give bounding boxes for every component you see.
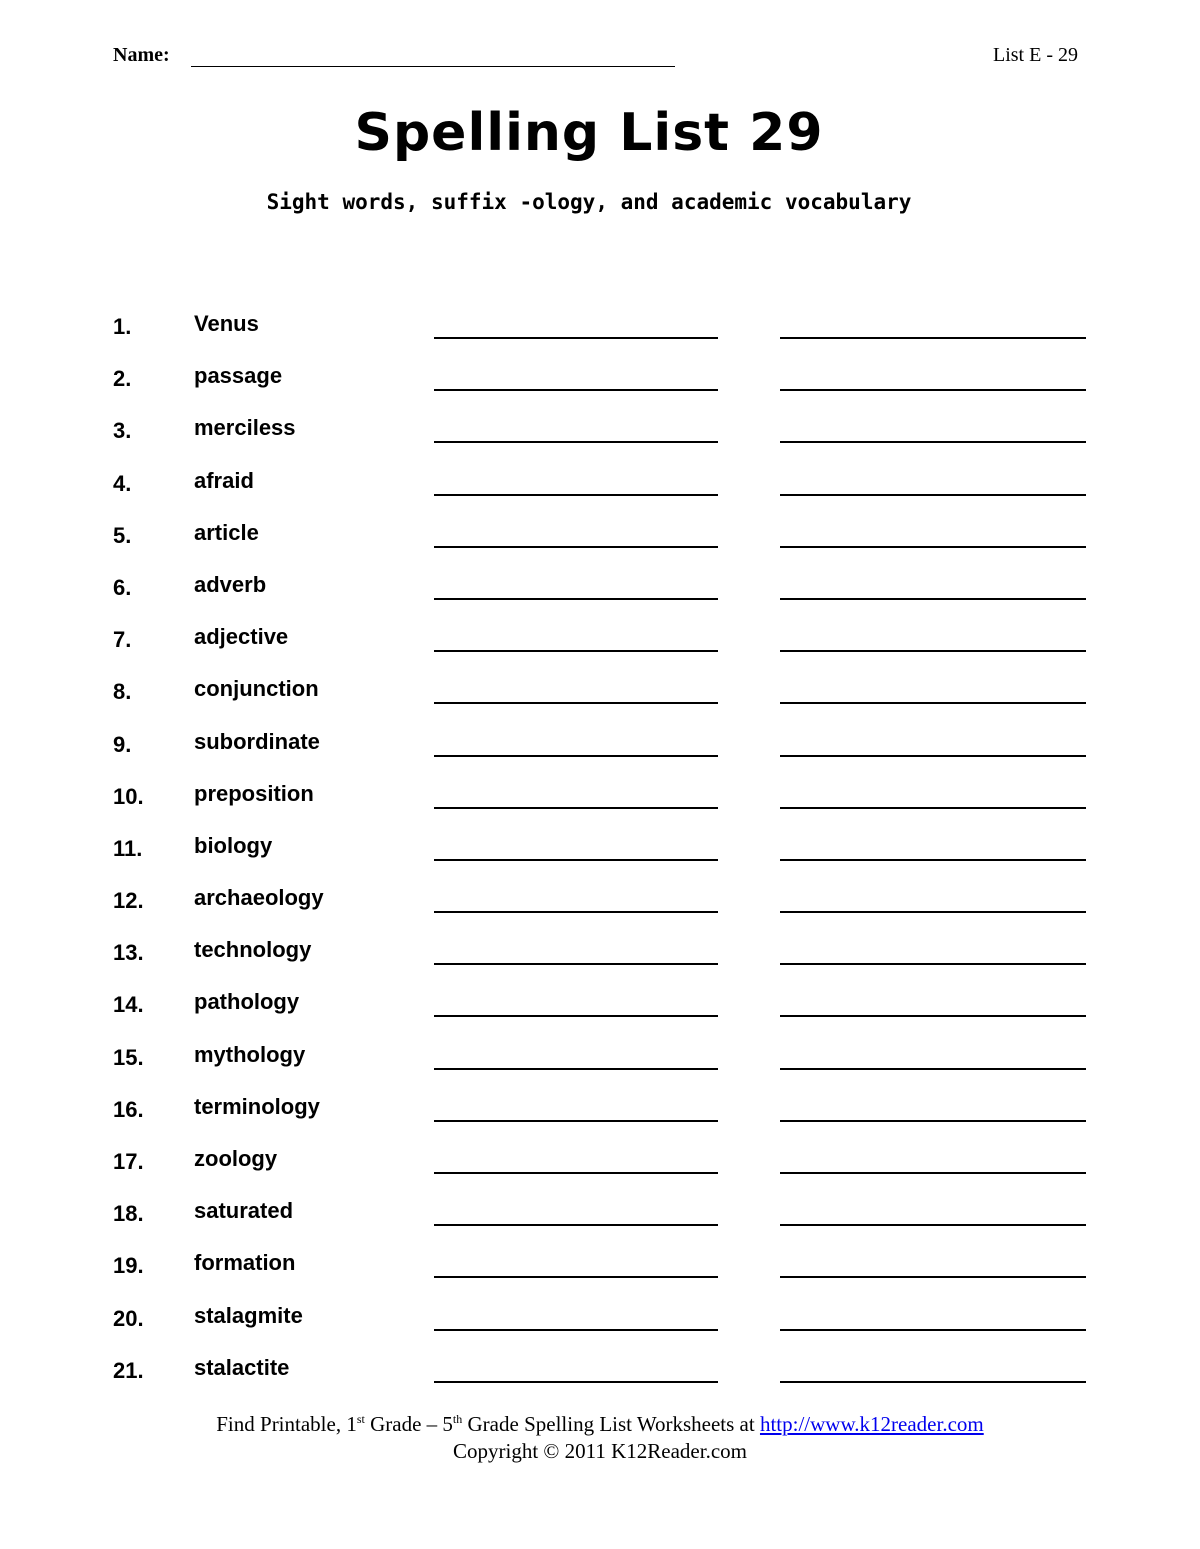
write-blank-1[interactable] (434, 546, 718, 548)
item-number: 18. (113, 1201, 144, 1227)
name-label: Name: (113, 44, 170, 66)
footer-copyright: Copyright © 2011 K12Reader.com (453, 1439, 747, 1463)
write-blank-2[interactable] (780, 911, 1086, 913)
write-blank-2[interactable] (780, 1276, 1086, 1278)
item-number: 14. (113, 992, 144, 1018)
item-number: 17. (113, 1149, 144, 1174)
list-item (0, 822, 1200, 874)
write-blank-1[interactable] (434, 702, 718, 704)
list-item (0, 770, 1200, 822)
spelling-word: stalactite (194, 1354, 290, 1380)
footer-text-c: Grade Spelling List Worksheets at (462, 1412, 760, 1436)
spelling-word: pathology (194, 989, 300, 1015)
list-item (0, 404, 1200, 456)
footer-text-b: Grade – 5 (364, 1412, 453, 1436)
list-item (0, 1239, 1200, 1291)
write-blank-2[interactable] (780, 337, 1086, 339)
item-number: 16. (113, 1096, 144, 1122)
write-blank-2[interactable] (780, 859, 1086, 861)
write-blank-1[interactable] (434, 389, 718, 391)
name-blank-line[interactable] (191, 44, 675, 67)
write-blank-1[interactable] (434, 650, 718, 652)
write-blank-2[interactable] (780, 1015, 1086, 1017)
write-blank-2[interactable] (780, 1068, 1086, 1070)
write-blank-1[interactable] (434, 1381, 718, 1383)
write-blank-2[interactable] (780, 1381, 1086, 1383)
write-blank-2[interactable] (780, 1329, 1086, 1331)
spelling-word: stalagmite (194, 1302, 303, 1328)
list-item (0, 509, 1200, 561)
item-number: 12. (113, 888, 144, 914)
item-number: 13. (113, 940, 144, 966)
spelling-word: biology (194, 832, 273, 858)
spelling-word: technology (194, 937, 312, 963)
footer-link[interactable]: http://www.k12reader.com (759, 1412, 984, 1436)
item-number: 19. (113, 1253, 144, 1279)
list-item (0, 1344, 1200, 1396)
list-item (0, 718, 1200, 770)
footer-sup-1: st (356, 1412, 365, 1426)
footer-text-a: Find Printable, 1 (216, 1412, 357, 1436)
item-number: 3. (113, 418, 132, 444)
spelling-word: Venus (194, 311, 259, 336)
write-blank-2[interactable] (780, 650, 1086, 652)
write-blank-1[interactable] (434, 1172, 718, 1174)
spelling-word: zoology (194, 1146, 278, 1171)
write-blank-1[interactable] (434, 807, 718, 809)
page-subtitle: Sight words, suffix -ology, and academic vocabulary (266, 190, 912, 214)
write-blank-2[interactable] (780, 1172, 1086, 1174)
item-number: 10. (113, 783, 144, 809)
item-number: 6. (113, 574, 132, 600)
list-item (0, 457, 1200, 509)
spelling-word: passage (194, 363, 283, 389)
write-blank-1[interactable] (434, 1120, 718, 1122)
spelling-word: afraid (194, 467, 254, 493)
spelling-word: merciless (194, 415, 296, 441)
write-blank-2[interactable] (780, 389, 1086, 391)
write-blank-2[interactable] (780, 755, 1086, 757)
write-blank-1[interactable] (434, 598, 718, 600)
item-number: 5. (113, 522, 132, 548)
spelling-word: saturated (194, 1198, 294, 1224)
spelling-word: terminology (194, 1093, 320, 1119)
item-number: 4. (113, 470, 132, 496)
item-number: 1. (113, 314, 132, 339)
list-item (0, 352, 1200, 404)
list-id: List E - 29 (993, 44, 1078, 66)
write-blank-1[interactable] (434, 755, 718, 757)
spelling-word: archaeology (194, 885, 324, 911)
list-item (0, 978, 1200, 1030)
list-item (0, 1187, 1200, 1239)
item-number: 2. (113, 366, 132, 392)
write-blank-1[interactable] (434, 441, 718, 443)
write-blank-1[interactable] (434, 1329, 718, 1331)
write-blank-2[interactable] (780, 807, 1086, 809)
list-item (0, 874, 1200, 926)
list-item (0, 665, 1200, 717)
spelling-word: subordinate (194, 728, 320, 754)
write-blank-1[interactable] (434, 494, 718, 496)
page-title: Spelling List 29 (354, 103, 824, 163)
write-blank-2[interactable] (780, 702, 1086, 704)
list-item (0, 1031, 1200, 1083)
list-item (0, 1083, 1200, 1135)
item-number: 21. (113, 1357, 144, 1383)
footer-sup-2: th (452, 1412, 463, 1426)
item-number: 11. (113, 835, 143, 861)
write-blank-1[interactable] (434, 1015, 718, 1017)
write-blank-1[interactable] (434, 911, 718, 913)
write-blank-2[interactable] (780, 1120, 1086, 1122)
spelling-word: adverb (194, 571, 267, 597)
list-item (0, 561, 1200, 613)
item-number: 9. (113, 731, 132, 757)
spelling-word: preposition (194, 780, 314, 806)
write-blank-1[interactable] (434, 337, 718, 339)
spelling-word: conjunction (194, 676, 319, 702)
write-blank-2[interactable] (780, 441, 1086, 443)
list-item (0, 613, 1200, 665)
list-item (0, 300, 1200, 352)
item-number: 7. (113, 627, 132, 653)
header (113, 44, 1078, 74)
spelling-word: mythology (194, 1041, 306, 1067)
spelling-word: adjective (194, 624, 289, 650)
list-item (0, 1135, 1200, 1187)
write-blank-1[interactable] (434, 1276, 718, 1278)
write-blank-2[interactable] (780, 598, 1086, 600)
footer-line-1 (0, 1411, 1200, 1438)
write-blank-1[interactable] (434, 963, 718, 965)
item-number: 15. (113, 1044, 144, 1070)
item-number: 20. (113, 1305, 144, 1331)
write-blank-2[interactable] (780, 494, 1086, 496)
write-blank-1[interactable] (434, 859, 718, 861)
write-blank-2[interactable] (780, 546, 1086, 548)
write-blank-1[interactable] (434, 1068, 718, 1070)
spelling-word: article (194, 519, 259, 545)
write-blank-2[interactable] (780, 1224, 1086, 1226)
write-blank-1[interactable] (434, 1224, 718, 1226)
list-item (0, 926, 1200, 978)
item-number: 8. (113, 679, 132, 705)
write-blank-2[interactable] (780, 963, 1086, 965)
word-list (0, 300, 1200, 1396)
footer (0, 1411, 1200, 1465)
spelling-word: formation (194, 1250, 296, 1276)
list-item (0, 1292, 1200, 1344)
